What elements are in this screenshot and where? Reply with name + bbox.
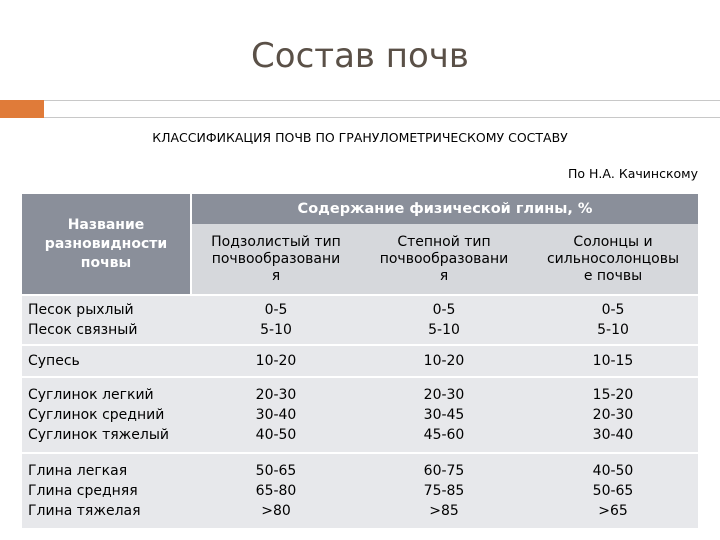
table-row: [22, 294, 698, 344]
podzolic-value-cell: [192, 294, 360, 344]
solonetz-value-cell: [528, 452, 698, 528]
value: 10-15: [592, 353, 634, 369]
header-steppe-line: почвообразовани: [379, 250, 509, 267]
header-soil-name: [22, 194, 192, 294]
header-podzolic-line: я: [271, 267, 281, 284]
soil-name: Суглинок средний: [28, 407, 165, 423]
value: 15-20: [592, 387, 634, 403]
header-solonetz: [528, 224, 698, 294]
header-soil-name-line: Название: [67, 216, 145, 233]
header-steppe: [360, 224, 528, 294]
value: 0-5: [432, 302, 456, 318]
value: 30-45: [423, 407, 465, 423]
soil-name: Глина средняя: [28, 483, 138, 499]
steppe-value-cell: [360, 294, 528, 344]
header-clay-content: Содержание физической глины, %: [192, 194, 698, 224]
table-row: [22, 376, 698, 452]
accent-bar: [0, 100, 44, 118]
value: 30-40: [255, 407, 297, 423]
soil-name: Суглинок легкий: [28, 387, 154, 403]
steppe-value-cell: [360, 452, 528, 528]
soil-name-cell: [22, 376, 192, 452]
value: 40-50: [255, 427, 297, 443]
value: 20-30: [592, 407, 634, 423]
value: 40-50: [592, 463, 634, 479]
value: 50-65: [592, 483, 634, 499]
soil-name: Песок рыхлый: [28, 302, 134, 318]
soil-name: Глина тяжелая: [28, 503, 141, 519]
value: 60-75: [423, 463, 465, 479]
table-caption: КЛАССИФИКАЦИЯ ПОЧВ ПО ГРАНУЛОМЕТРИЧЕСКОМУ СОСТАВУ: [152, 130, 568, 145]
header-podzolic-line: Подзолистый тип: [211, 233, 341, 250]
value: >80: [261, 503, 291, 519]
header-solonetz-line: е почвы: [583, 267, 643, 284]
header-solonetz-line: сильносолонцовы: [546, 250, 680, 267]
value: 5-10: [260, 322, 292, 338]
value: 75-85: [423, 483, 465, 499]
value: 10-20: [255, 353, 297, 369]
table-row: [22, 344, 698, 376]
value: 0-5: [264, 302, 288, 318]
steppe-value-cell: [360, 344, 528, 376]
header-podzolic-line: почвообразовани: [211, 250, 341, 267]
value: >85: [429, 503, 459, 519]
value: 5-10: [597, 322, 629, 338]
value: 30-40: [592, 427, 634, 443]
value: 65-80: [255, 483, 297, 499]
value: 10-20: [423, 353, 465, 369]
solonetz-value-cell: [528, 294, 698, 344]
header-podzolic: [192, 224, 360, 294]
value: 20-30: [255, 387, 297, 403]
table-row: [22, 452, 698, 528]
soil-name: Суглинок тяжелый: [28, 427, 169, 443]
header-solonetz-line: Солонцы и: [573, 233, 653, 250]
podzolic-value-cell: [192, 452, 360, 528]
header-soil-name-line: разновидности: [44, 235, 168, 252]
soil-name: Глина легкая: [28, 463, 128, 479]
value: 20-30: [423, 387, 465, 403]
slide-title: Состав почв: [251, 36, 469, 76]
value: 50-65: [255, 463, 297, 479]
header-steppe-line: я: [439, 267, 449, 284]
soil-name-cell: [22, 294, 192, 344]
soil-name-cell: [22, 452, 192, 528]
value: 45-60: [423, 427, 465, 443]
value: 0-5: [601, 302, 625, 318]
soil-classification-table: [22, 194, 698, 528]
table-body: [22, 294, 698, 528]
solonetz-value-cell: [528, 344, 698, 376]
solonetz-value-cell: [528, 376, 698, 452]
podzolic-value-cell: [192, 344, 360, 376]
header-soil-name-line: почвы: [80, 254, 132, 271]
author-credit: По Н.А. Качинскому: [567, 166, 698, 181]
steppe-value-cell: [360, 376, 528, 452]
divider-line-bottom: [44, 117, 720, 118]
podzolic-value-cell: [192, 376, 360, 452]
value: >65: [598, 503, 628, 519]
header-steppe-line: Степной тип: [397, 233, 491, 250]
divider-line-top: [44, 100, 720, 101]
soil-name-cell: [22, 344, 192, 376]
table-header: [22, 194, 698, 294]
value: 5-10: [428, 322, 460, 338]
soil-name: Песок связный: [28, 322, 138, 338]
soil-name: Супесь: [28, 353, 80, 369]
